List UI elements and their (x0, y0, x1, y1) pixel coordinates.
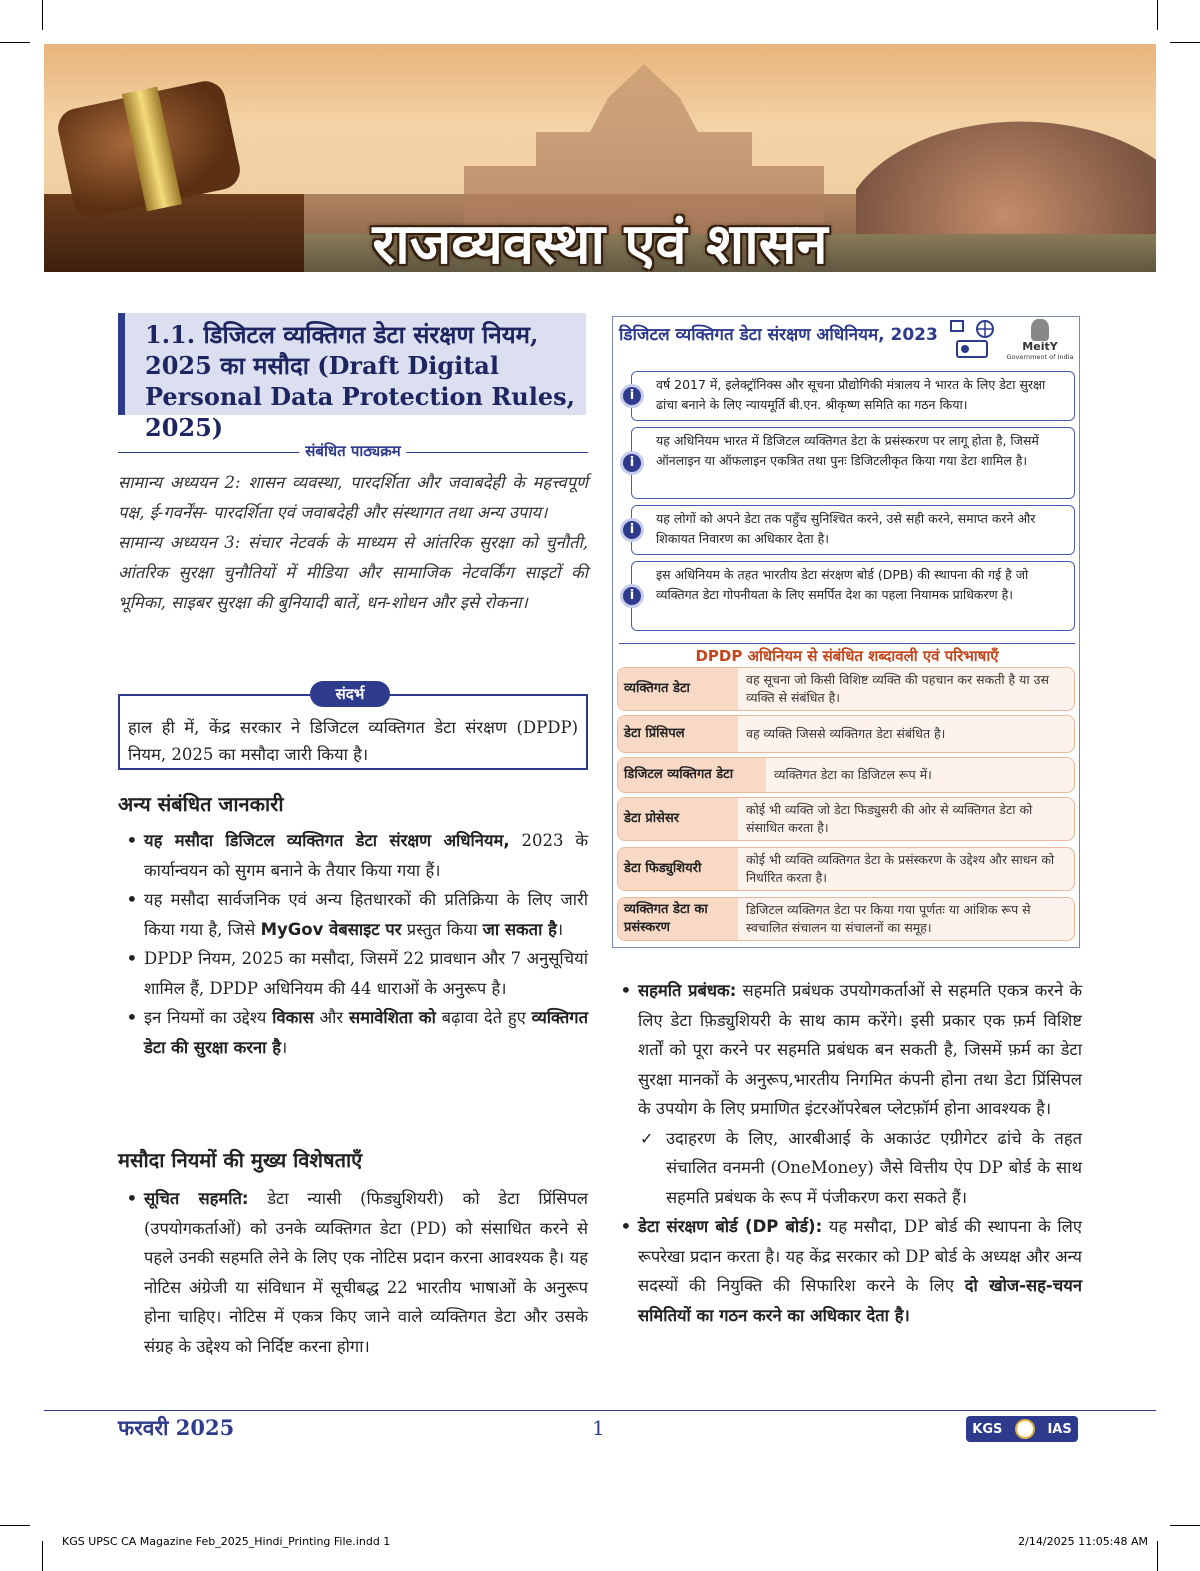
term-row (617, 797, 1075, 841)
bold-text: सूचित सहमति: (144, 1189, 249, 1208)
list-item (118, 1003, 588, 1062)
list-text: इन नियमों का उद्देश्य (144, 1008, 273, 1027)
list-text: डेटा न्यासी (फिड्युशियरी) को डेटा प्रिंसिपल (उपयोगकर्ताओं) को उनके व्यक्तिगत डेटा (PD) को संसाधित करने से पहले उनकी सहमति लेने के लिए एक नोटिस प्रदान करना आवश्यक है। यह नोटिस अंग्रेजी या संविधान में सूचीबद्ध 22 भारतीय भाषाओं के अनुरूप होना चाहिए। नोटिस में एकत्र किए जाने वाले व्यक्तिगत डेटा और उसके संग्रह के उद्देश्य को निर्दिष्ट करना होगा। (144, 1189, 588, 1356)
article-heading-box (118, 313, 586, 442)
info-icon: i (620, 384, 644, 408)
meity-logo (1005, 319, 1075, 369)
term-row (617, 757, 1075, 793)
bold-text: व्यक्तिगत डेटा की सुरक्षा करना है (144, 1008, 588, 1057)
bold-text: जा सकता है (482, 919, 557, 939)
list-item (118, 826, 588, 885)
meity-name: MeitY (1022, 340, 1058, 353)
list-text: प्रस्तुत किया (401, 919, 483, 939)
term-definition: वह सूचना जो किसी विशिष्ट व्यक्ति की पहचान कर सकती है या उस व्यक्ति से संबंधित है। (746, 672, 1049, 705)
footer-rule (44, 1410, 1156, 1411)
article-heading: 1.1. डिजिटल व्यक्तिगत डेटा संरक्षण नियम, 2025 का मसौदा (Draft Digital Personal Data Protection Rules, 2025) (145, 320, 575, 442)
bold-text: डेटा संरक्षण बोर्ड (DP बोर्ड): (638, 1217, 823, 1236)
fact-text: वर्ष 2017 में, इलेक्ट्रॉनिक्स और सूचना प्रौद्योगिकी मंत्रालय ने भारत के लिए डेटा सुरक्षा ढांचा बनाने के लिए न्यायमूर्ति बी.एन. श्रीकृष्ण समिति का गठन किया। (656, 377, 1046, 412)
term-label: डिजिटल व्यक्तिगत डेटा (618, 758, 766, 792)
footer-date: फरवरी 2025 (118, 1415, 235, 1440)
context-text: हाल ही में, केंद्र सरकार ने डिजिटल व्यक्तिगत डेटा संरक्षण (DPDP) नियम, 2025 का मसौदा जारी किया है। (128, 718, 578, 764)
list-item (612, 1212, 1082, 1330)
list-item (118, 1184, 588, 1361)
list-text: यह मसौदा सार्वजनिक एवं अन्य हितधारकों की प्रतिक्रिया के लिए जारी किया गया है, जिसे (144, 890, 588, 939)
fact-item (631, 371, 1075, 421)
list-text: यह मसौदा, DP बोर्ड की स्थापना के लिए रूपरेखा प्रदान करता है। यह केंद्र सरकार को DP बोर्ड के अध्यक्ष और अन्य सदस्यों की नियुक्ति की सिफारिश करने के लिए (638, 1217, 1082, 1295)
term-definition: डिजिटल व्यक्तिगत डेटा पर किया गया पूर्णतः या आंशिक रूप से स्वचालित संचालन या संचालनों का समूह। (746, 902, 1031, 935)
page-number: 1 (592, 1416, 605, 1440)
meity-sub: Government of India (1006, 353, 1074, 361)
syllabus-label: संबंधित पाठ्यक्रम (299, 441, 406, 461)
fact-text: यह लोगों को अपने डेटा तक पहुँच सुनिश्चित करने, उसे सही करने, समाप्त करने और शिकायत निवारण का अधिकार देता है। (656, 511, 1036, 546)
print-slug-time: 2/14/2025 11:05:48 AM (1018, 1535, 1148, 1548)
term-definition: कोई भी व्यक्ति जो डेटा फिड्युसरी की ओर से व्यक्तिगत डेटा को संसाधित करता है। (746, 802, 1033, 835)
list-item (612, 1124, 1082, 1213)
list-item (118, 885, 588, 944)
syllabus-gs3: सामान्य अध्ययन 3: संचार नेटवर्क के माध्यम से आंतरिक सुरक्षा को चुनौती, आंतरिक सुरक्षा चुनौतियों में मीडिया और सामाजिक नेटवर्किंग साइटों की भूमिका, साइबर सुरक्षा की बुनियादी बातें, धन-शोधन और इसे रोकना। (118, 533, 588, 612)
crop-mark (42, 1541, 43, 1571)
term-row (617, 847, 1075, 891)
crop-mark (1170, 42, 1200, 43)
fact-item (631, 561, 1075, 631)
context-label: संदर्भ (310, 681, 390, 707)
emblem-icon (1031, 319, 1049, 341)
fact-item (631, 505, 1075, 555)
other-info-list (118, 826, 588, 1062)
kgs-ias-logo (966, 1416, 1078, 1442)
bold-text: विकास (272, 1008, 314, 1027)
term-row (617, 715, 1075, 753)
list-text: सहमति प्रबंधक उपयोगकर्ताओं से सहमति एकत्र करने के लिए डेटा फ़िड्युशियरी के साथ काम करेंगे। इसी प्रकार एक फ़र्म विशिष्ट शर्तों को पूरा करने पर सहमति प्रबंधक बन सकती है, जिसमें फ़र्म का डेटा सुरक्षा मानकों के अनुरूप,भारतीय निगमित कंपनी होना तथा डेटा प्रिंसिपल के उपयोग के लिए प्रमाणित इंटरऑपरेबल प्लेटफ़ॉर्म होना आवश्यक है। (638, 981, 1082, 1118)
print-slug-file: KGS UPSC CA Magazine Feb_2025_Hindi_Printing File.indd 1 (62, 1535, 391, 1548)
crop-mark (0, 42, 30, 43)
syllabus-rule (118, 441, 588, 463)
bold-text: यह मसौदा डिजिटल व्यक्तिगत डेटा संरक्षण अधिनियम, (144, 831, 510, 850)
list-text: । (280, 1037, 288, 1057)
syllabus-gs2: सामान्य अध्ययन 2: शासन व्यवस्था, पारदर्शिता और जवाबदेही के महत्त्वपूर्ण पक्ष, ई-गवर्नेंस- पारदर्शिता एवं जवाबदेही और संस्थागत तथा अन्य उपाय। (118, 473, 588, 522)
info-icon: i (620, 518, 644, 542)
infographic-title: डिजिटल व्यक्तिगत डेटा संरक्षण अधिनियम, 2023 (619, 325, 938, 345)
fact-item (631, 427, 1075, 499)
term-label: डेटा प्रिंसिपल (618, 716, 738, 752)
bold-text: सहमति प्रबंधक: (638, 981, 737, 1000)
section-title: राजव्यवस्था एवं शासन (372, 212, 828, 272)
term-label: व्यक्तिगत डेटा (618, 668, 738, 710)
terms-heading: DPDP अधिनियम से संबंधित शब्दावली एवं परिभाषाएँ (619, 643, 1075, 666)
syllabus-text (118, 468, 588, 618)
term-label: डेटा प्रोसेसर (618, 798, 738, 840)
crop-mark (42, 0, 43, 30)
term-definition: व्यक्तिगत डेटा का डिजिटल रूप में। (774, 767, 932, 782)
crop-mark (1157, 1541, 1158, 1571)
fact-text: यह अधिनियम भारत में डिजिटल व्यक्तिगत डेटा के प्रसंस्करण पर लागू होता है, जिसमें ऑनलाइन या ऑफलाइन एकत्रित तथा पुनः डिजिटलीकृत किया गया डेटा शामिल है। (656, 433, 1039, 468)
info-icon: i (620, 584, 644, 608)
bold-text: समावेशिता को (348, 1008, 436, 1027)
data-protection-icon (949, 319, 997, 361)
features-list-left (118, 1184, 588, 1361)
info-icon: i (620, 451, 644, 475)
list-text: DPDP नियम, 2025 का मसौदा, जिसमें 22 प्रावधान और 7 अनुसूचियां शामिल हैं, DPDP अधिनियम की 44 धाराओं के अनुरूप है। (144, 949, 588, 998)
term-definition: वह व्यक्ति जिससे व्यक्तिगत डेटा संबंधित है। (746, 726, 946, 741)
logo-left-text: KGS (972, 1421, 1003, 1437)
term-label: डेटा फिड्युशियरी (618, 848, 738, 890)
other-info-heading: अन्य संबंधित जानकारी (118, 792, 284, 816)
term-row (617, 897, 1075, 941)
features-heading: मसौदा नियमों की मुख्य विशेषताएँ (118, 1148, 363, 1172)
list-text: बढ़ावा देते हुए (435, 1008, 532, 1027)
dpdp-infographic (612, 316, 1080, 948)
list-item (118, 944, 588, 1003)
features-list-right (612, 976, 1082, 1330)
logo-right-text: IAS (1047, 1421, 1072, 1437)
section-banner (44, 44, 1156, 272)
list-text: । (556, 919, 564, 939)
crop-mark (0, 1525, 30, 1526)
emblem-icon (1015, 1419, 1035, 1439)
list-text: उदाहरण के लिए, आरबीआई के अकाउंट एग्रीगेटर ढांचे के तहत संचालित वनमनी (OneMoney) जैसे वित्तीय ऐप DP बोर्ड के साथ सहमति प्रबंधक के रूप में पंजीकरण करा सकते हैं। (666, 1128, 1082, 1207)
crop-mark (1170, 1525, 1200, 1526)
fact-text: इस अधिनियम के तहत भारतीय डेटा संरक्षण बोर्ड (DPB) की स्थापना की गई है जो व्यक्तिगत डेटा गोपनीयता के लिए समर्पित देश का पहला नियामक प्राधिकरण है। (656, 567, 1029, 602)
list-text: और (313, 1008, 349, 1027)
term-label: व्यक्तिगत डेटा का प्रसंस्करण (618, 898, 738, 940)
bold-text: दो खोज-सह-चयन समितियों का गठन करने का अधिकार देता है। (638, 1276, 1082, 1325)
bold-text: MyGov वेबसाइट पर (260, 919, 402, 939)
term-definition: कोई भी व्यक्ति व्यक्तिगत डेटा के प्रसंस्करण के उद्देश्य और साधन को निर्धारित करता है। (746, 852, 1055, 885)
list-text: 2023 के कार्यान्वयन को सुगम बनाने के तैयार किया गया हैं। (144, 831, 589, 880)
term-row (617, 667, 1075, 711)
crop-mark (1157, 0, 1158, 30)
list-item (612, 976, 1082, 1124)
